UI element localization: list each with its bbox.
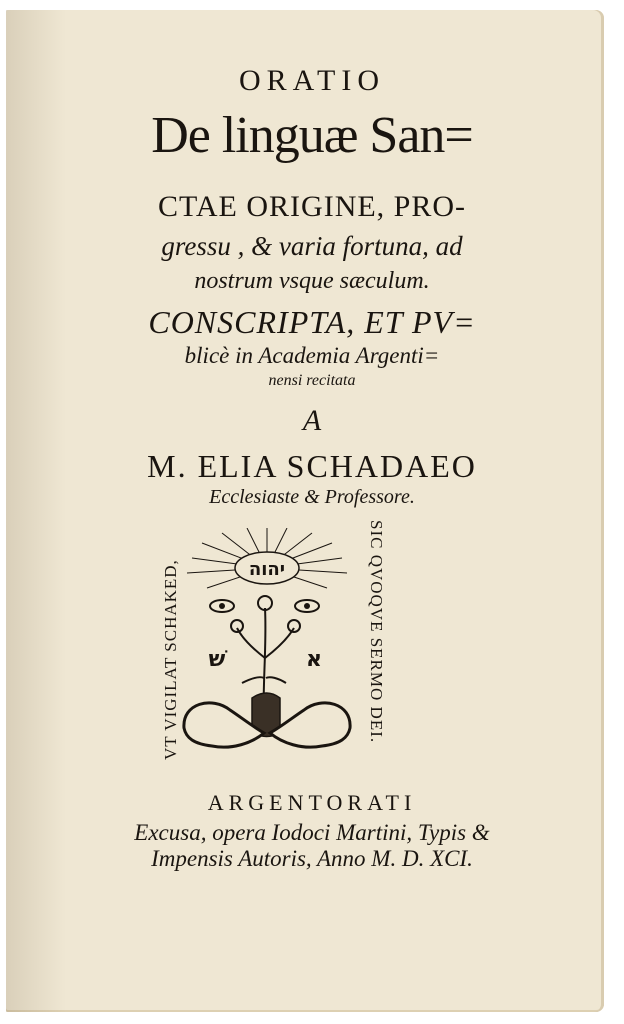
title-main: De linguæ San= <box>151 107 473 164</box>
title-line-4: gressu , & varia fortuna, ad <box>161 231 463 261</box>
printer-emblem <box>182 528 352 768</box>
imprint-place: ARGENTORATI <box>207 790 417 815</box>
emblem-motto-right: SIC QVOQVE SERMO DEI. <box>367 520 386 744</box>
title-line-8: nensi recitata <box>268 372 356 389</box>
title-line-3: CTAE ORIGINE, PRO- <box>157 190 467 223</box>
title-line-5: nostrum vsque sæculum. <box>194 268 430 294</box>
hebrew-letter-aleph: א <box>305 647 323 672</box>
hebrew-letter-shin: שׁ <box>208 647 226 672</box>
author-name: M. ELIA SCHADAEO <box>147 448 477 484</box>
title-by: A <box>302 404 322 437</box>
emblem-motto-left: VT VIGILAT SCHAKED, <box>161 559 180 760</box>
imprint-line-2: Impensis Autoris, Anno M. D. XCI. <box>151 846 473 871</box>
author-role: Ecclesiaste & Professore. <box>209 486 415 508</box>
title-line-6: CONSCRIPTA, ET PV= <box>148 304 476 340</box>
tetragrammaton: יהוה <box>248 559 286 580</box>
title-line-7: blicè in Academia Argenti= <box>184 343 440 368</box>
title-oratio: ORATIO <box>239 64 385 97</box>
imprint-line-1: Excusa, opera Iodoci Martini, Typis & <box>134 820 490 845</box>
